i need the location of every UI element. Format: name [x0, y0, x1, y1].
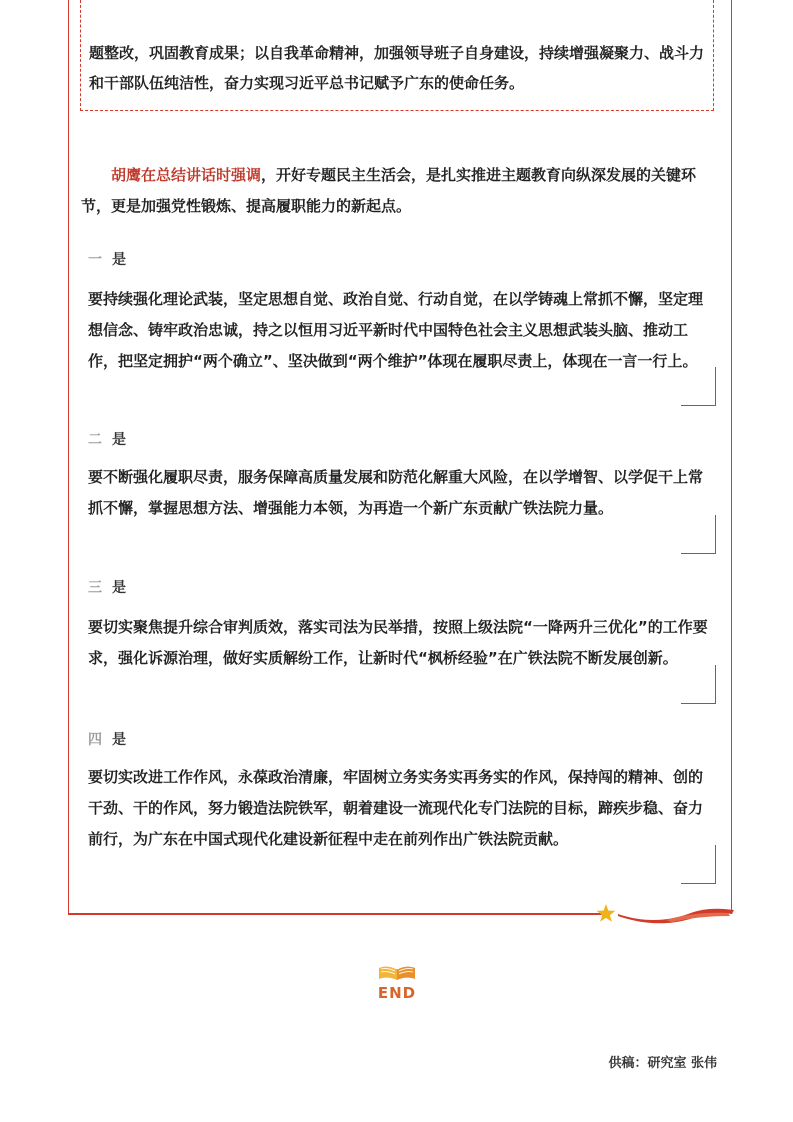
star-ribbon-icon [596, 900, 736, 926]
summary-highlight: 胡鹰在总结讲话时强调 [111, 166, 262, 184]
point-2-label: 二 是 [88, 432, 126, 448]
point-1-label: 一 是 [88, 252, 126, 268]
frame-bottom-border [68, 913, 608, 915]
corner-bracket-3 [681, 665, 716, 704]
point-4-text: 要切实改进工作作风，永葆政治清廉，牢固树立务实务实再务实的作风，保持闯的精神、创的干劲、干的作风，努力锻造法院铁军，朝着建设一流现代化专门法院的目标，蹄疾步稳、奋力前行，为广东在中国式现代化建设新征程中走在前列作出广铁法院贡献。 [88, 768, 704, 848]
frame-right-border [731, 0, 732, 914]
point-3-text: 要切实聚焦提升综合审判质效，落实司法为民举措，按照上级法院“一降两升三优化”的工作要求，强化诉源治理，做好实质解纷工作，让新时代“枫桥经验”在广铁法院不断发展创新。 [88, 618, 708, 667]
point-3-label: 三 是 [88, 580, 126, 596]
point-1-text: 要持续强化理论武装，坚定思想自觉、政治自觉、行动自觉，在以学铸魂上常抓不懈，坚定理想信念、铸牢政治忠诚，持之以恒用习近平新时代中国特色社会主义思想武装头脑、推动工作，把坚定拥护“两个确立”、坚决做到“两个维护”体现在履职尽责上，体现在一言一行上。 [88, 290, 704, 370]
open-book-icon [377, 962, 417, 982]
point-4-label: 四 是 [88, 732, 126, 748]
end-mark [372, 962, 422, 1002]
end-label: END [377, 984, 417, 1002]
corner-bracket-1 [681, 367, 716, 406]
corner-bracket-4 [681, 845, 716, 884]
point-2-text: 要不断强化履职尽责，服务保障高质量发展和防范化解重大风险，在以学增智、以学促干上常抓不懈，掌握思想方法、增强能力本领，为再造一个新广东贡献广铁法院力量。 [88, 468, 704, 517]
summary-text: ，开好专题民主生活会，是扎实推进主题教育向纵深发展的关键环节，更是加强党性锻炼、提高履职能力的新起点。 [81, 166, 697, 215]
intro-paragraph: 题整改，巩固教育成果；以自我革命精神，加强领导班子自身建设，持续增强凝聚力、战斗力和干部队伍纯洁性，奋力实现习近平总书记赋予广东的使命任务。 [89, 44, 705, 92]
corner-bracket-2 [681, 515, 716, 554]
credit-line: 供稿：研究室 张伟 [608, 1056, 717, 1071]
summary-paragraph [81, 160, 721, 222]
frame-left-border [68, 0, 69, 914]
